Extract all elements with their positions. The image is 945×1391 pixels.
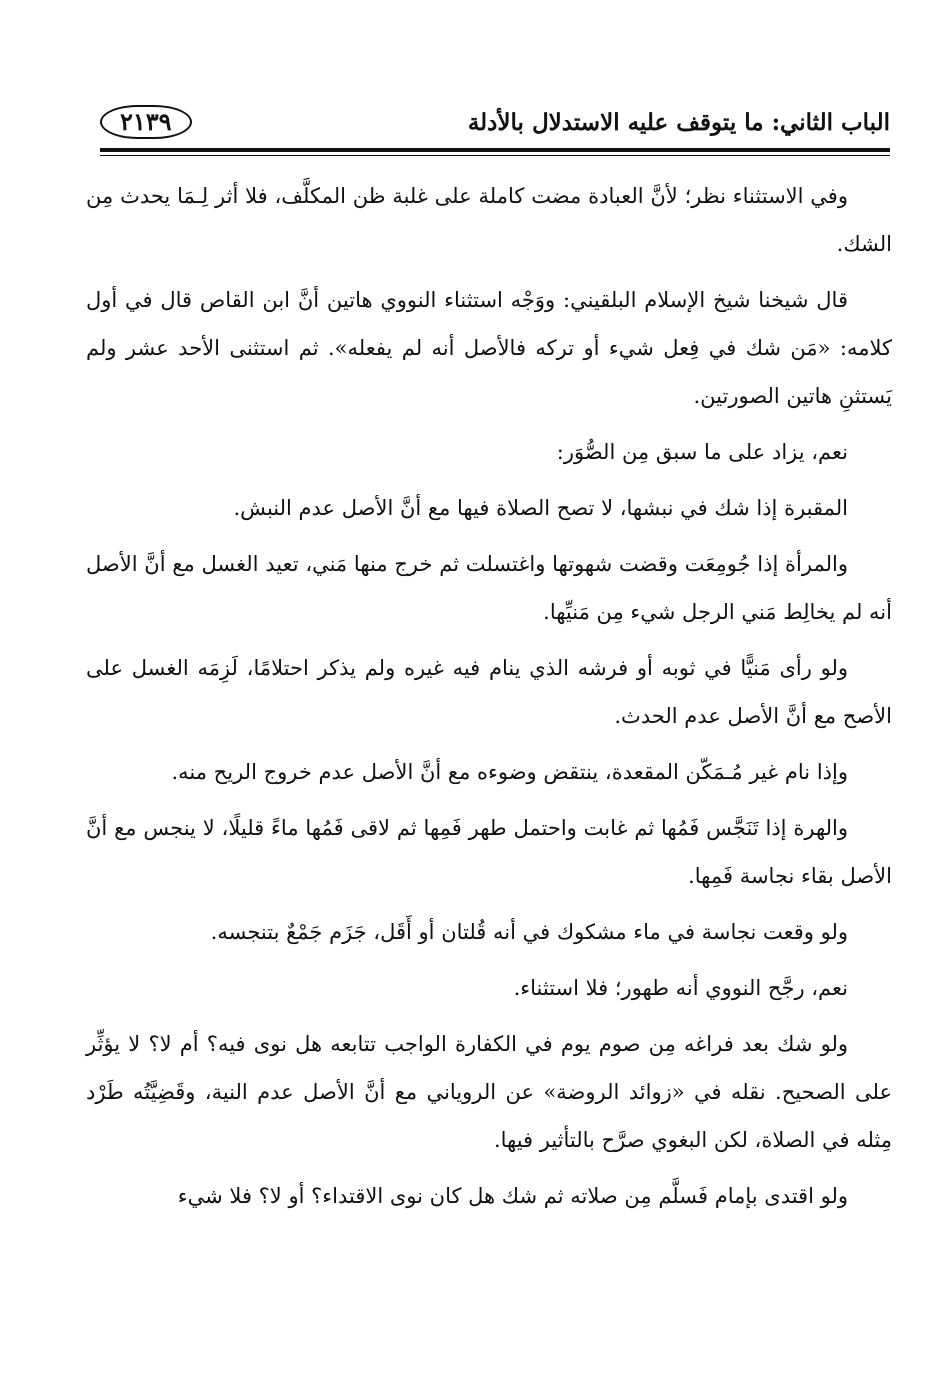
paragraph: وإذا نام غير مُـمَكّن المقعدة، ينتقض وضوءه مع أنَّ الأصل عدم خروج الريح منه. bbox=[171, 760, 848, 784]
header-rule-thick bbox=[100, 148, 890, 152]
page-number: ٢١٣٩ bbox=[100, 105, 192, 139]
paragraph: المقبرة إذا شك في نبشها، لا تصح الصلاة فيها مع أنَّ الأصل عدم النبش. bbox=[233, 496, 848, 520]
header-rule-thin bbox=[100, 155, 890, 156]
chapter-title: الباب الثاني: ما يتوقف عليه الاستدلال بالأدلة bbox=[467, 108, 890, 136]
paragraph: ولو رأى مَنيًّا في ثوبه أو فرشه الذي ينام فيه غيره ولم يذكر احتلامًا، لَزِمَه الغسل على الأصح مع أنَّ الأصل عدم الحدث. bbox=[86, 656, 892, 728]
paragraph: والمرأة إذا جُومِعَت وقضت شهوتها واغتسلت ثم خرج منها مَني، تعيد الغسل مع أنَّ الأصل أنه لم يخالِط مَني الرجل شيء مِن مَنيِّها. bbox=[86, 552, 892, 624]
running-header bbox=[100, 100, 890, 144]
paragraph: ولو شك بعد فراغه مِن صوم يوم في الكفارة الواجب تتابعه هل نوى فيه؟ أم لا؟ لا يؤثِّر على الصحيح. نقله في «زوائد الروضة» عن الروياني مع أنَّ الأصل عدم النية، وقَضِيَّتُه طَرْد مِثله في الصلاة، لكن البغوي صرَّح بالتأثير فيها. bbox=[86, 1032, 892, 1152]
paragraph: نعم، يزاد على ما سبق مِن الصُّوَر: bbox=[556, 440, 848, 464]
paragraph: قال شيخنا شيخ الإسلام البلقيني: ووَجْه استثناء النووي هاتين أنَّ ابن القاص قال في أول كلامه: «مَن شك في فِعل شيء أو تركه فالأصل أنه لم يفعله». ثم استثنى الأحد عشر ولم يَستثنِ هاتين الصورتين. bbox=[86, 288, 892, 408]
body-text bbox=[86, 172, 892, 1228]
paragraph: وفي الاستثناء نظر؛ لأنَّ العبادة مضت كاملة على غلبة ظن المكلَّف، فلا أثر لِـمَا يحدث مِن الشك. bbox=[86, 184, 892, 256]
paragraph: ولو وقعت نجاسة في ماء مشكوك في أنه قُلتان أو أَقَل، جَزَم جَمْعٌ بتنجسه. bbox=[210, 920, 848, 944]
paragraph: والهرة إذا تَنَجَّس فَمُها ثم غابت واحتمل طهر فَمِها ثم لاقى فَمُها ماءً قليلًا، لا ينجس مع أنَّ الأصل بقاء نجاسة فَمِها. bbox=[86, 816, 892, 888]
paragraph: نعم، رجَّح النووي أنه طهور؛ فلا استثناء. bbox=[513, 976, 848, 1000]
paragraph: ولو اقتدى بإمام فَسلَّم مِن صلاته ثم شك هل كان نوى الاقتداء؟ أو لا؟ فلا شيء bbox=[177, 1184, 848, 1208]
